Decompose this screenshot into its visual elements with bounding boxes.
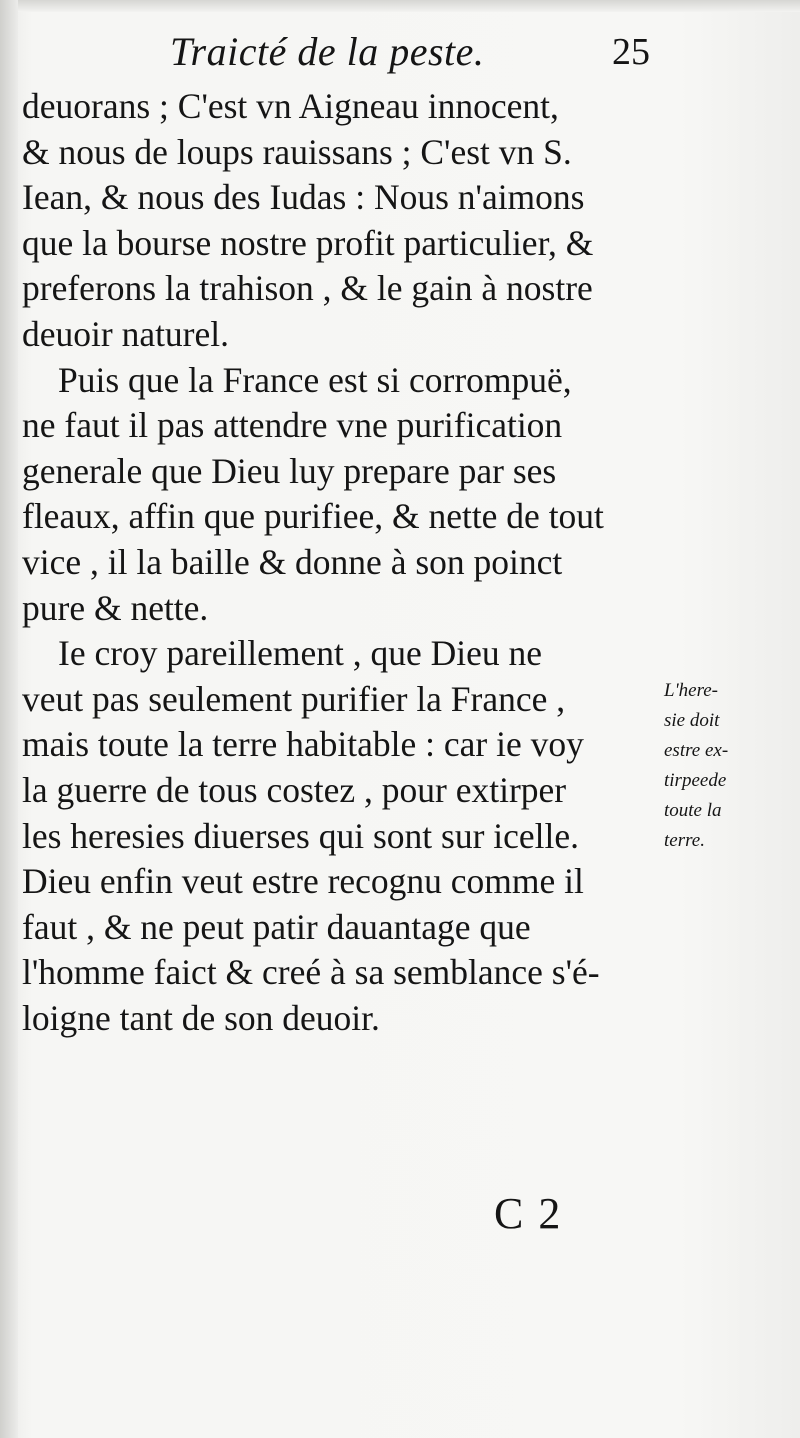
text-line: Dieu enfin veut estre recognu comme il bbox=[22, 861, 584, 902]
running-head bbox=[170, 28, 650, 78]
marginal-note-line: terre. bbox=[664, 830, 705, 851]
text-line: Iean, & nous des Iudas : Nous n'aimons bbox=[22, 177, 585, 218]
marginal-note-line: L'here- bbox=[664, 680, 719, 701]
running-head-title: Traicté de la peste. bbox=[170, 29, 485, 74]
text-line: faut , & ne peut patir dauantage que bbox=[22, 906, 531, 947]
text-line: & nous de loups rauissans ; C'est vn S. bbox=[22, 131, 572, 172]
paragraph-first-line: Ie croy pareillement , que Dieu ne bbox=[58, 633, 542, 674]
text-line: ne faut il pas attendre vne purification bbox=[22, 405, 563, 446]
marginal-note-line: estre ex- bbox=[664, 740, 729, 761]
signature-mark: C 2 bbox=[494, 1189, 563, 1238]
page-gutter-edge bbox=[0, 0, 18, 1438]
text-line: l'homme faict & creé à sa semblance s'é- bbox=[22, 952, 600, 993]
text-line: pure & nette. bbox=[22, 587, 209, 628]
text-line: mais toute la terre habitable : car ie voy bbox=[22, 724, 584, 765]
text-line: vice , il la baille & donne à son poinct bbox=[22, 541, 563, 582]
text-line: veut pas seulement purifier la France , bbox=[22, 678, 566, 719]
paragraph-first-line: Puis que la France est si corrompuë, bbox=[58, 359, 572, 400]
marginal-note-line: tirpeede bbox=[664, 770, 727, 791]
text-line: fleaux, affin que purifiee, & nette de tout bbox=[22, 496, 604, 537]
text-line: loigne tant de son deuoir. bbox=[22, 997, 380, 1038]
marginal-note-line: toute la bbox=[664, 800, 722, 821]
text-line: generale que Dieu luy prepare par ses bbox=[22, 450, 557, 491]
text-line: deuorans ; C'est vn Aigneau innocent, bbox=[22, 86, 559, 126]
text-line: la guerre de tous costez , pour extirper bbox=[22, 769, 567, 810]
text-line: les heresies diuerses qui sont sur icelle. bbox=[22, 815, 580, 856]
body-text bbox=[22, 84, 662, 1041]
marginal-note-line: sie doit bbox=[664, 710, 720, 731]
marginal-note bbox=[664, 676, 784, 856]
text-line: preferons la trahison , & le gain à nostre bbox=[22, 268, 593, 309]
page-number: 25 bbox=[612, 31, 650, 73]
text-line: que la bourse nostre profit particulier, & bbox=[22, 222, 594, 263]
page-top-edge bbox=[0, 0, 800, 12]
text-line: deuoir naturel. bbox=[22, 313, 230, 354]
